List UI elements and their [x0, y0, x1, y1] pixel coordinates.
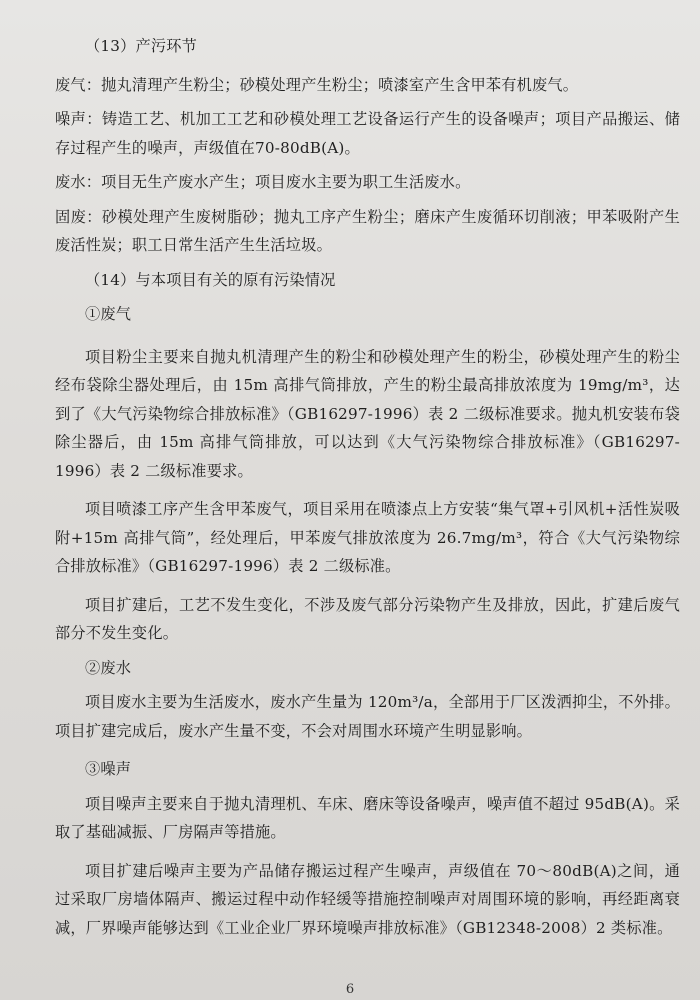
- subsection-noise-title: ③噪声: [85, 760, 132, 778]
- noise-line: 噪声：铸造工艺、机加工工艺和砂模处理工艺设备运行产生的设备噪声；项目产品搬运、储存过程产生的噪声，声级值在70-80dB(A)。: [55, 110, 680, 157]
- water-paragraph-1: 项目废水主要为生活废水，废水产生量为 120m³/a，全部用于厂区泼洒抑尘，不外排。项目扩建完成后，废水产生量不变，不会对周围水环境产生明显影响。: [55, 693, 680, 740]
- document-content: [55, 32, 680, 942]
- page-number: 6: [345, 982, 355, 997]
- noise-paragraph-1: 项目噪声主要来自于抛丸清理机、车床、磨床等设备噪声，噪声值不超过 95dB(A)。采取了基础减振、厂房隔声等措施。: [55, 794, 680, 841]
- noise-paragraph-2: 项目扩建后噪声主要为产品储存搬运过程产生噪声，声级值在 70～80dB(A)之间，通过采取厂房墙体隔声、搬运过程中动作轻缓等措施控制噪声对周围环境的影响，再经距离衰减，厂界噪声能够达到《工业企业厂界环境噪声排放标准》（GB12348-2008）2 类标准。: [55, 861, 680, 937]
- waste-water-line: 废水：项目无生产废水产生；项目废水主要为职工生活废水。: [55, 173, 471, 191]
- gas-paragraph-3: 项目扩建后，工艺不发生变化，不涉及废气部分污染物产生及排放，因此，扩建后废气部分不发生变化。: [55, 595, 680, 642]
- subsection-gas-title: ①废气: [85, 305, 132, 323]
- waste-gas-line: 废气：抛丸清理产生粉尘；砂模处理产生粉尘；喷漆室产生含甲苯有机废气。: [55, 75, 579, 94]
- subsection-water-title: ②废水: [85, 658, 132, 677]
- section-13-title: （13）产污环节: [85, 37, 198, 55]
- solid-waste-line: 固废：砂模处理产生废树脂砂；抛丸工序产生粉尘；磨床产生废循环切削液；甲苯吸附产生废活性炭；职工日常生活产生生活垃圾。: [55, 207, 680, 254]
- gas-paragraph-2: 项目喷漆工序产生含甲苯废气，项目采用在喷漆点上方安装“集气罩+引风机+活性炭吸附+15m 高排气筒”，经处理后，甲苯废气排放浓度为 26.7mg/m³，符合《大气污染物综合排放标准》（GB16297-1996）表 2 二级标准。: [55, 500, 680, 575]
- gas-paragraph-1: 项目粉尘主要来自抛丸机清理产生的粉尘和砂模处理产生的粉尘，砂模处理产生的粉尘经布袋除尘器处理后，由 15m 高排气筒排放，产生的粉尘最高排放浓度为 19mg/m³，达到了《大气污染物综合排放标准》（GB16297-1996）表 2 二级标准要求。抛丸机安装布袋除尘器后，由 15m 高排气筒排放，可以达到《大气污染物综合排放标准》（GB16297-1996）表 2 二级标准要求。: [55, 347, 680, 480]
- section-14-title: （14）与本项目有关的原有污染情况: [85, 270, 336, 289]
